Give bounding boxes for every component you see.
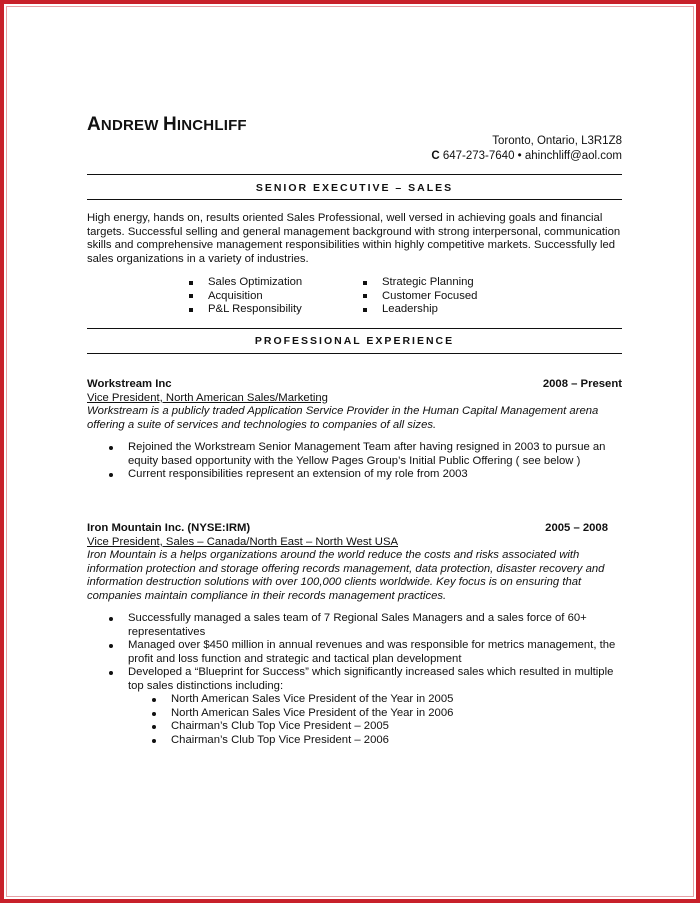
list-item: Managed over $450 million in annual revenues and was responsible for metrics management, the profit and loss function and strategic and tactical plan development (87, 639, 622, 666)
summary-section-title: SENIOR EXECUTIVE – SALES (255, 182, 454, 194)
candidate-name (87, 114, 247, 136)
skill-item: Customer Focused (363, 290, 543, 304)
divider (87, 328, 622, 329)
divider (87, 199, 622, 200)
phone-email: 647-273-7640 • ahinchliff@aol.com (442, 150, 622, 162)
bullet-icon (152, 739, 156, 743)
square-bullet-icon (189, 294, 193, 298)
cell-label: C (431, 150, 440, 162)
bullet-icon (109, 644, 113, 648)
divider (87, 353, 622, 354)
list-item: Chairman’s Club Top Vice President – 2006 (87, 734, 622, 748)
job-dates: 2008 – Present (542, 378, 622, 390)
list-item: North American Sales Vice President of the Year in 2006 (87, 707, 622, 721)
company-description: Workstream is a publicly traded Application Service Provider in the Human Capital Management arena offering a suite of services and technologies to companies of all sizes. (87, 405, 599, 431)
square-bullet-icon (189, 281, 193, 285)
summary-text: High energy, hands on, results oriented Sales Professional, well versed in achieving goals and financial targets. Successful selling and general management background with strong interpersonal, communication skills and comprehensive management responsibilities within highly competitive markets. Successfully led sales organizations in a variety of industries. (87, 212, 621, 265)
list-item: Developed a “Blueprint for Success” which significantly increased sales which resulted in multiple top sales distinctions including: (87, 666, 622, 693)
square-bullet-icon (363, 281, 367, 285)
job-bullets (87, 612, 622, 693)
bullet-icon (152, 698, 156, 702)
experience-section-title: PROFESSIONAL EXPERIENCE (254, 335, 455, 347)
name-first-rest: NDREW (100, 117, 163, 134)
skill-item: Leadership (363, 303, 543, 317)
bullet-icon (109, 446, 113, 450)
company-name: Workstream Inc (87, 378, 172, 390)
square-bullet-icon (189, 308, 193, 312)
bullet-icon (152, 712, 156, 716)
job-dates: 2005 – 2008 (545, 522, 608, 534)
list-item: Successfully managed a sales team of 7 Regional Sales Managers and a sales force of 60+ representatives (87, 612, 622, 639)
name-initial-last: H (162, 114, 177, 135)
skills-list (189, 276, 543, 317)
square-bullet-icon (363, 294, 367, 298)
job-entry (87, 522, 622, 747)
skill-item: P&L Responsibility (189, 303, 363, 317)
list-item: North American Sales Vice President of the Year in 2005 (87, 693, 622, 707)
company-description: Iron Mountain is a helps organizations around the world reduce the costs and risks associated with information protection and storage offering records management, data protection, disaster recovery and information destruction solutions with over 100,000 clients worldwide. Key focus is on ensuring that companies maintain compliance in their records management practices. (87, 549, 605, 602)
job-bullets (87, 441, 622, 482)
skill-item: Strategic Planning (363, 276, 543, 290)
contact-block (431, 134, 622, 164)
name-last-rest: INCHLIFF (176, 117, 247, 134)
divider (87, 174, 622, 175)
job-header (87, 522, 622, 536)
list-item: Rejoined the Workstream Senior Management Team after having resigned in 2003 to pursue an equity based opportunity with the Yellow Pages Group’s Initial Public Offering ( see below ) (87, 441, 622, 468)
skill-item: Acquisition (189, 290, 363, 304)
resume-page (87, 4, 622, 907)
list-item: Chairman’s Club Top Vice President – 2005 (87, 720, 622, 734)
phone-email-line (431, 149, 622, 164)
job-title: Vice President, Sales – Canada/North East – North West USA (87, 535, 399, 548)
job-entry (87, 378, 622, 482)
job-title: Vice President, North American Sales/Marketing (87, 391, 328, 404)
bullet-icon (109, 473, 113, 477)
company-name: Iron Mountain Inc. (NYSE:IRM) (87, 522, 251, 534)
skill-item: Sales Optimization (189, 276, 363, 290)
bullet-icon (109, 617, 113, 621)
bullet-icon (109, 671, 113, 675)
list-item: Current responsibilities represent an extension of my role from 2003 (87, 468, 622, 482)
address: Toronto, Ontario, L3R1Z8 (492, 135, 622, 147)
name-initial-first: A (87, 114, 101, 135)
distinctions-list (87, 693, 622, 747)
bullet-icon (152, 725, 156, 729)
job-header (87, 378, 622, 392)
square-bullet-icon (363, 308, 367, 312)
